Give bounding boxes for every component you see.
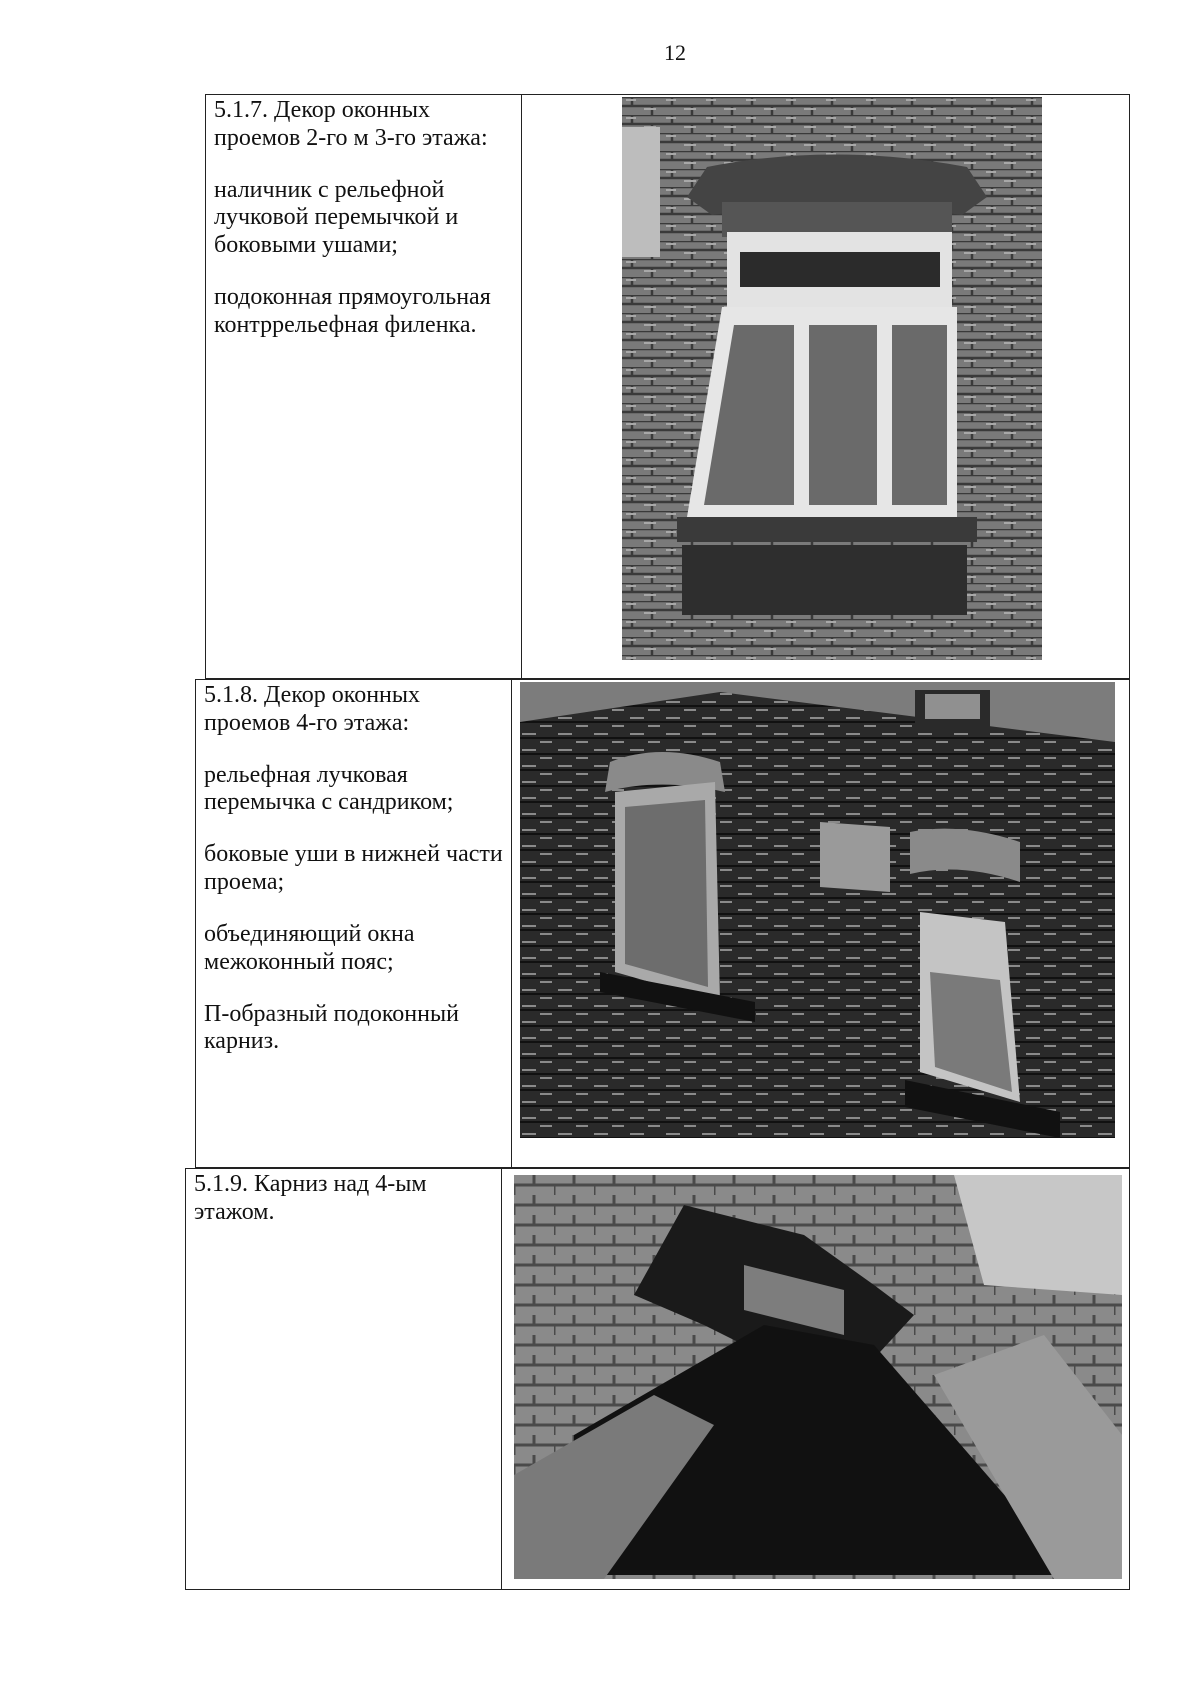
section-item: наличник с рельефной лучковой перемычкой и боковыми ушами; <box>214 176 459 259</box>
cornice-photo <box>514 1175 1122 1579</box>
section-item: П-образный подоконный карниз. <box>204 1000 459 1055</box>
section-description <box>196 680 512 1167</box>
window-photo <box>520 682 1115 1138</box>
section-item: подоконная прямоугольная контррельефная филенка. <box>214 284 491 338</box>
section-item: боковые уши в нижней части проема; <box>204 841 503 896</box>
section-heading: 5.1.7. Декор оконных проемов 2-го м 3-го этажа: <box>214 97 488 151</box>
section-heading: 5.1.9. Карниз над 4-ым этажом. <box>194 1171 427 1225</box>
photo-cell <box>522 95 1129 678</box>
page-number: 12 <box>664 40 686 65</box>
photo-cell <box>502 1169 1129 1589</box>
photo-cell <box>512 680 1129 1167</box>
section-row-5-1-9 <box>185 1168 1130 1590</box>
section-description <box>186 1169 502 1589</box>
section-row-5-1-7 <box>205 94 1130 679</box>
section-heading: 5.1.8. Декор оконных проемов 4-го этажа: <box>204 682 421 736</box>
section-row-5-1-8 <box>195 679 1130 1168</box>
section-item: рельефная лучковая перемычка с сандриком; <box>204 761 454 816</box>
section-item: объединяющий окна межоконный пояс; <box>204 920 415 975</box>
window-photo <box>622 97 1042 660</box>
section-description <box>206 95 522 678</box>
